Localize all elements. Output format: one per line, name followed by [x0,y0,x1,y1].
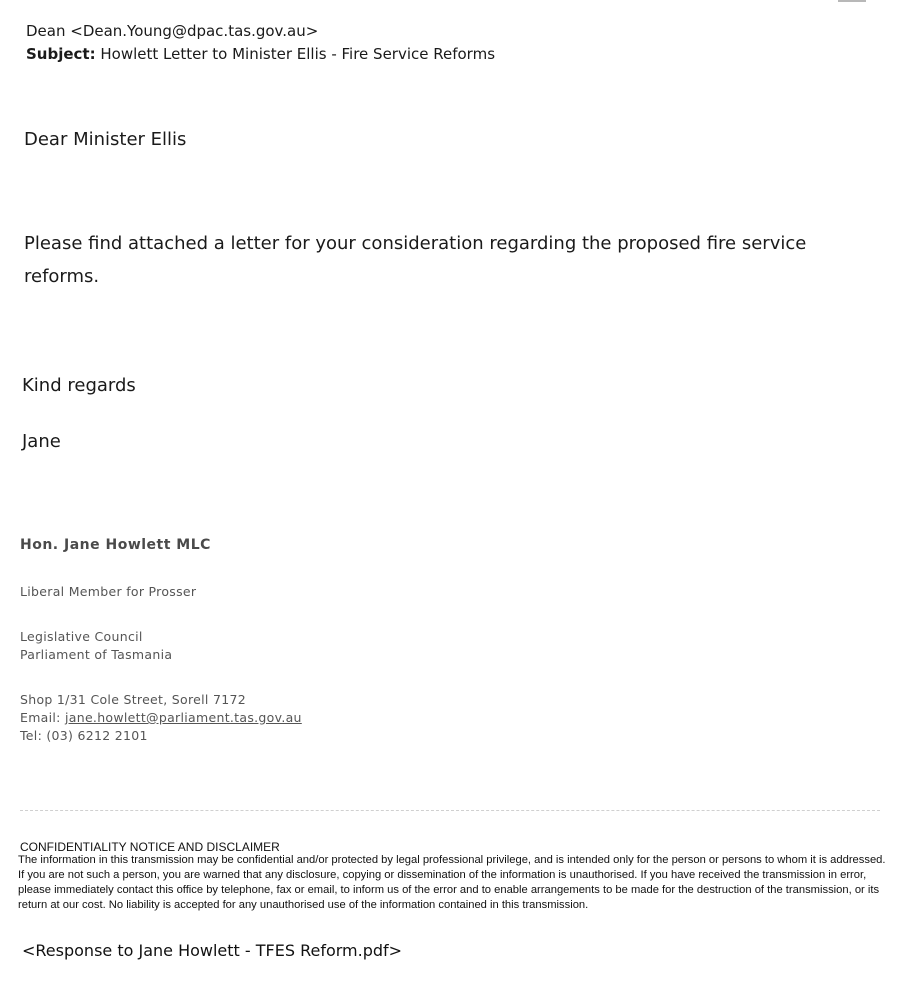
signature-organisation [20,628,172,664]
salutation: Dear Minister Ellis [24,129,187,150]
separator-line [20,810,880,811]
signature-name: Hon. Jane Howlett MLC [20,537,211,553]
signature-address: Shop 1/31 Cole Street, Sorell 7172 [20,692,246,707]
signature-tel: Tel: (03) 6212 2101 [20,728,148,743]
email-from: Dean <Dean.Young@dpac.tas.gov.au> [26,22,319,40]
disclaimer-title: CONFIDENTIALITY NOTICE AND DISCLAIMER [20,840,280,854]
attachment-link[interactable]: <Response to Jane Howlett - TFES Reform.pdf> [22,941,403,960]
signature-role: Liberal Member for Prosser [20,584,197,599]
closing: Kind regards [22,375,136,396]
email-subject-line [26,45,495,63]
scan-mark [838,0,866,2]
sender-first-name: Jane [22,431,61,452]
signature-email-link[interactable]: jane.howlett@parliament.tas.gov.au [64,710,302,725]
body-paragraph: Please find attached a letter for your consideration regarding the proposed fire service reforms. [24,233,807,287]
disclaimer-text: The information in this transmission may be confidential and/or protected by legal professional privilege, and is intended only for the person or persons to whom it is addressed. If you are not such a person, you are warned that any disclosure, copying or dissemination of the information is unauthorised. If you have received the transmission in error, please immediately contact this office by telephone, fax or email, to inform us of the error and to enable arrangements to be made for the destruction of the transmission, or its return at our cost. No liability is accepted for any unauthorised use of the information contained in this transmission. [18,854,886,911]
email-subject: Howlett Letter to Minister Ellis - Fire Service Reforms [100,45,496,63]
signature-email-label: Email: [20,710,61,725]
subject-label: Subject: [26,45,96,63]
signature-email-line [20,709,302,727]
signature-contact [20,691,302,745]
signature-org-line2: Parliament of Tasmania [20,647,173,662]
signature-org-line1: Legislative Council [20,629,143,644]
